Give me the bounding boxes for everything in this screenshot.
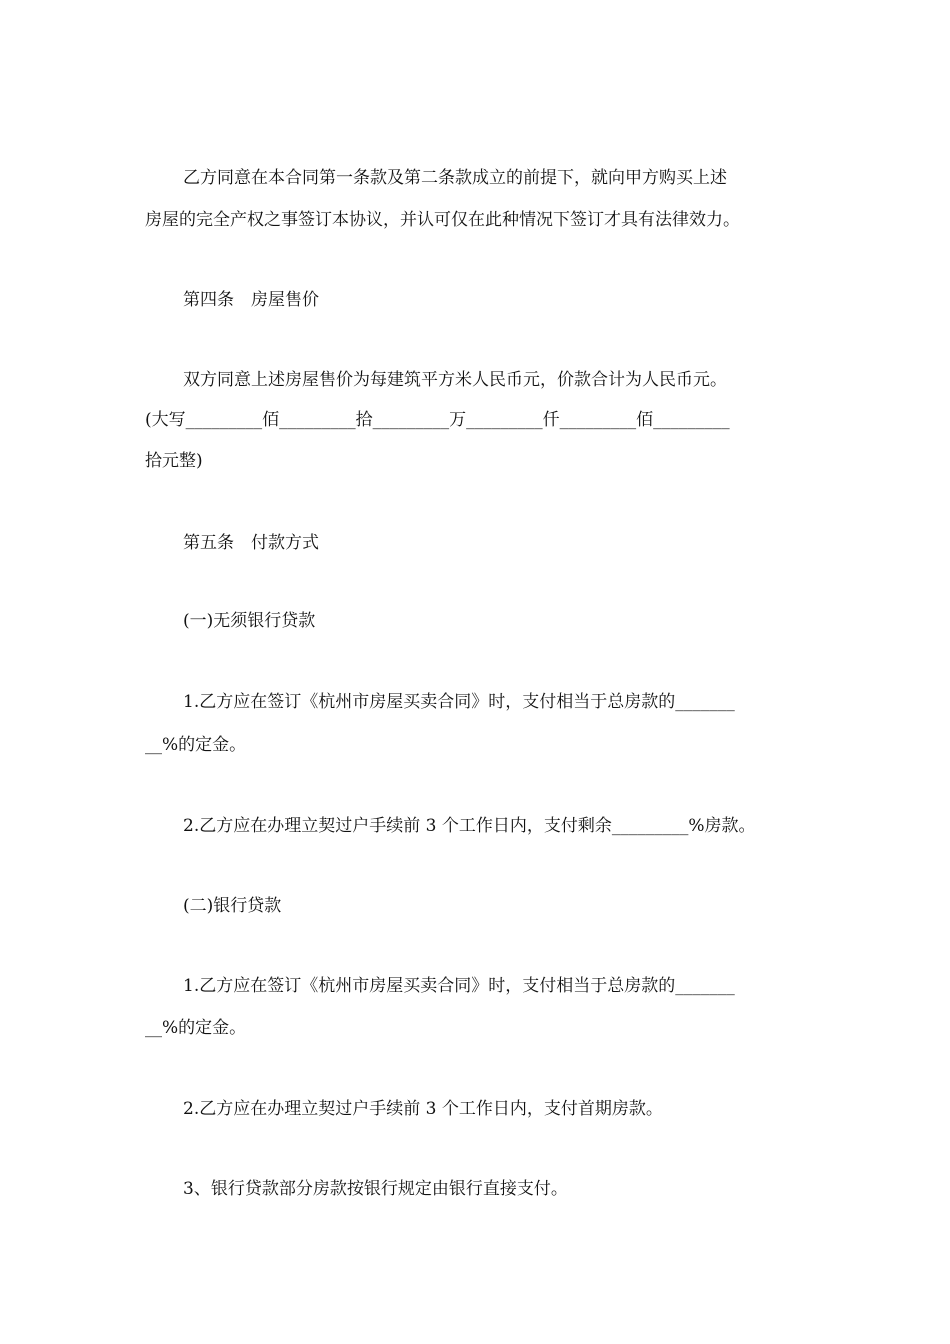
paragraph-line: 2.乙方应在办理立契过户手续前 3 个工作日内，支付首期房款。 bbox=[183, 1099, 663, 1119]
section-heading: 第四条 房屋售价 bbox=[183, 290, 319, 310]
paragraph-line: 1.乙方应在签订《杭州市房屋买卖合同》时，支付相当于总房款的_______ bbox=[183, 692, 735, 712]
subsection-heading: (二)银行贷款 bbox=[183, 896, 282, 916]
paragraph-line: 2.乙方应在办理立契过户手续前 3 个工作日内，支付剩余_________%房款。 bbox=[183, 816, 756, 836]
paragraph-line: 乙方同意在本合同第一条款及第二条款成立的前提下，就向甲方购买上述 bbox=[183, 168, 727, 188]
paragraph-line: __%的定金。 bbox=[145, 1018, 247, 1038]
paragraph-line: __%的定金。 bbox=[145, 735, 247, 755]
paragraph-line: 双方同意上述房屋售价为每建筑平方米人民币元，价款合计为人民币元。 bbox=[183, 370, 727, 390]
paragraph-line: (大写_________佰_________拾_________万_________仟_________佰_________ bbox=[145, 410, 730, 430]
paragraph-line: 拾元整) bbox=[145, 451, 203, 471]
paragraph-line: 1.乙方应在签订《杭州市房屋买卖合同》时，支付相当于总房款的_______ bbox=[183, 976, 735, 996]
section-heading: 第五条 付款方式 bbox=[183, 533, 319, 553]
subsection-heading: (一)无须银行贷款 bbox=[183, 611, 316, 631]
paragraph-line: 房屋的完全产权之事签订本协议，并认可仅在此种情况下签订才具有法律效力。 bbox=[145, 210, 740, 230]
paragraph-line: 3、银行贷款部分房款按银行规定由银行直接支付。 bbox=[183, 1179, 568, 1199]
